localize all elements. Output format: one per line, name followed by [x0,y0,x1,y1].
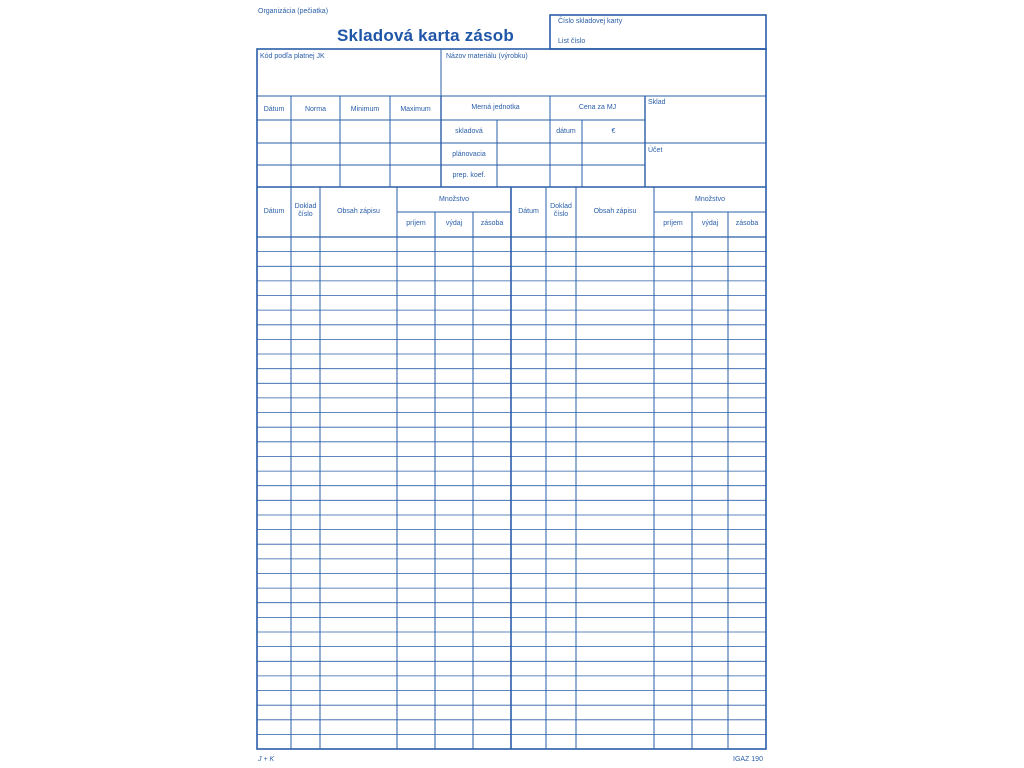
ledger-content-header-right: Obsah zápisu [593,208,637,215]
price-label: Cena za MJ [578,104,617,111]
ledger-document-header-right: Doklad číslo [550,203,572,218]
limits-maximum-header: Maximum [400,106,431,113]
ledger-issue-header-right: výdaj [701,220,719,227]
footer-right: IGAZ 190 [733,756,763,763]
ledger-document-header-left: Doklad číslo [294,203,317,218]
jk-code-label: Kód podľa platnej JK [260,53,325,60]
unit-row-planning: plánovacia [452,151,486,158]
unit-row-warehouse: skladová [455,128,483,135]
ledger-content-header-left: Obsah zápisu [337,208,380,215]
footer-left: J + K [258,756,275,763]
ledger-quantity-header-left: Množstvo [439,196,469,203]
card-number-label: Číslo skladovej karty [558,18,623,25]
unit-row-coefficient: prep. koef. [452,172,486,179]
ledger-receipt-header-left: príjem [406,220,426,227]
limits-minimum-header: Minimum [350,106,380,113]
ledger-date-header-right: Dátum [518,208,539,215]
price-date-label: dátum [556,128,576,135]
warehouse-label: Sklad [648,99,666,106]
ledger-stock-header-right: zásoba [735,220,759,227]
ledger-receipt-header-right: príjem [663,220,683,227]
page-title: Skladová karta zásob [337,26,514,45]
ledger-quantity-header-right: Množstvo [695,196,725,203]
ledger-issue-header-left: výdaj [445,220,463,227]
unit-label: Merná jednotka [471,104,520,111]
currency-label: € [611,128,616,135]
ledger-date-header-left: Dátum [263,208,285,215]
organization-label: Organizácia (pečiatka) [258,8,329,15]
limits-norm-header: Norma [304,106,326,113]
material-name-label: Názov materiálu (výrobku) [446,53,528,60]
ledger-stock-header-left: zásoba [480,220,504,227]
limits-date-header: Dátum [263,106,285,113]
account-label: Účet [648,147,663,154]
sheet-number-label: List číslo [558,38,586,45]
